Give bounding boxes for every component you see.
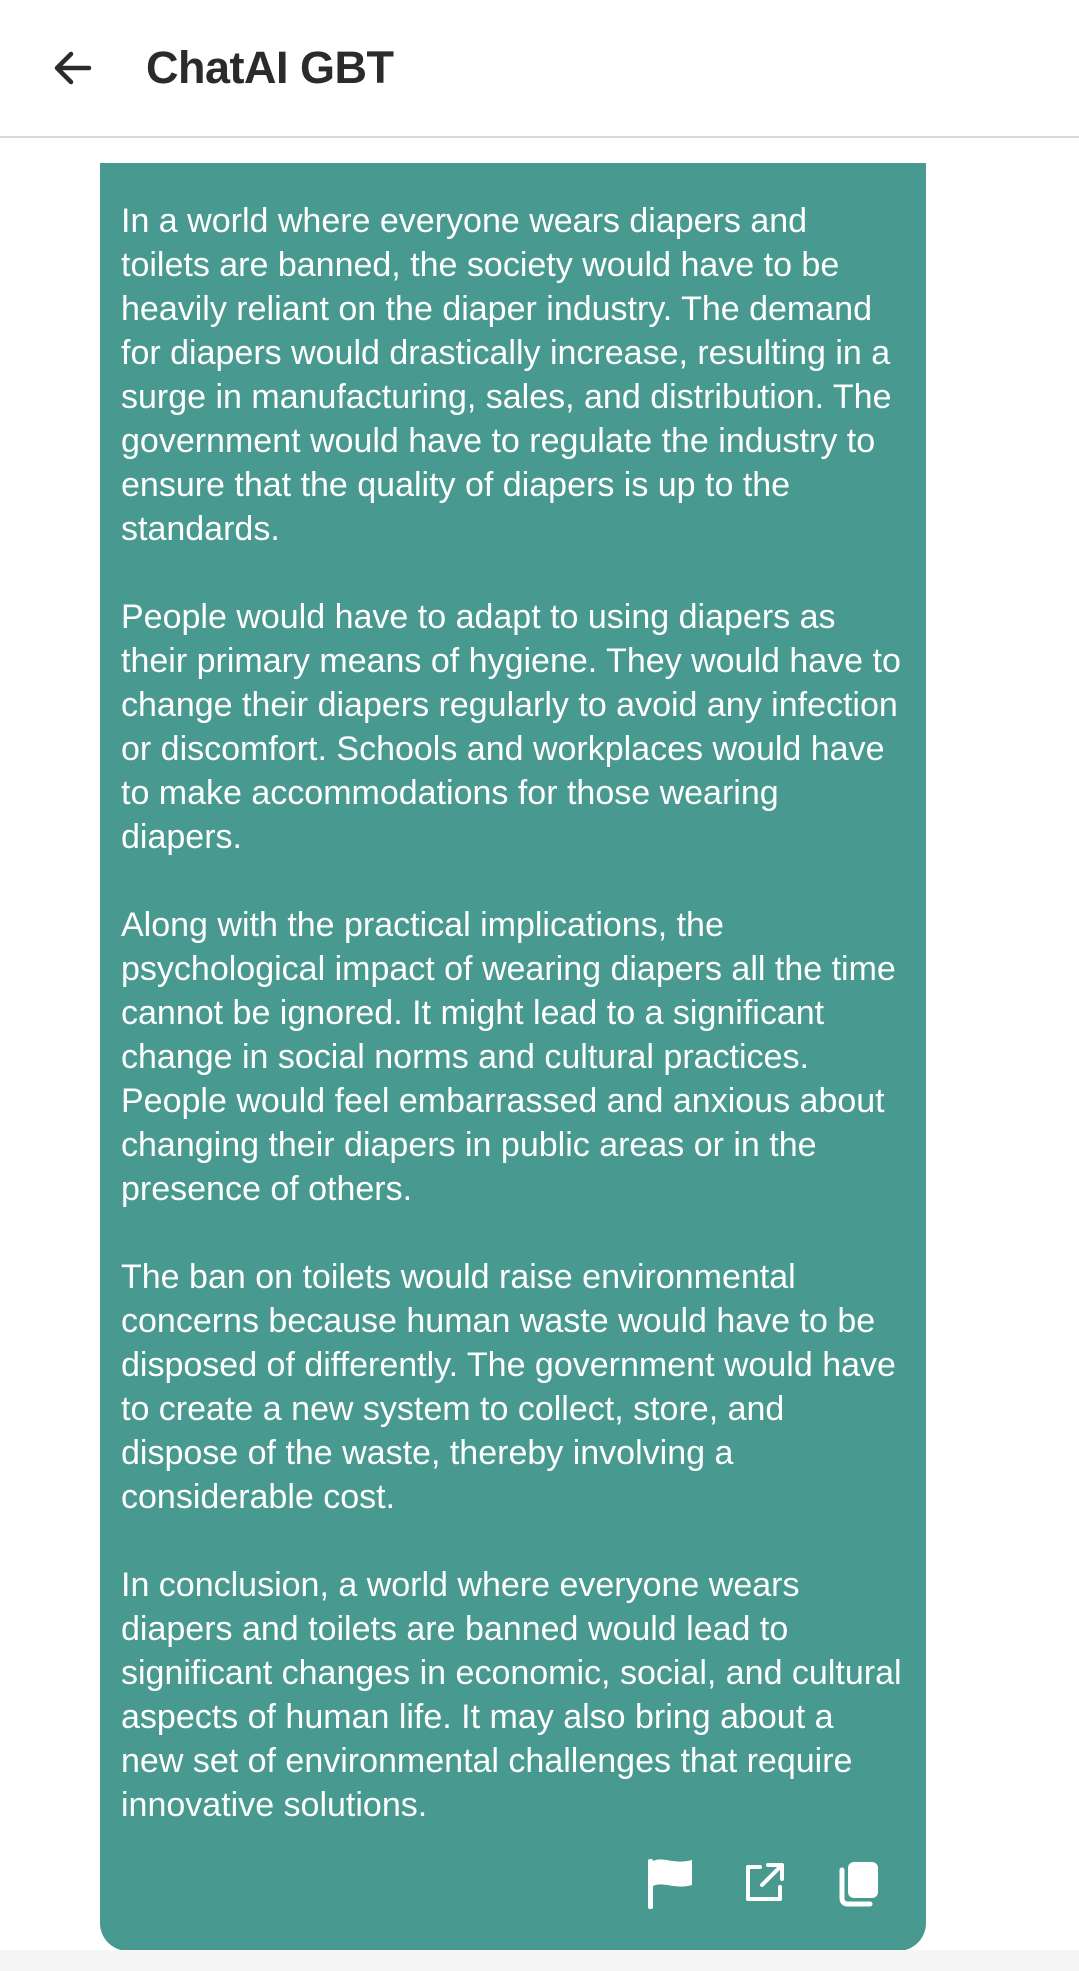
arrow-left-icon xyxy=(49,44,97,92)
copy-icon xyxy=(834,1858,882,1908)
report-button[interactable] xyxy=(642,1855,698,1911)
message-actions xyxy=(642,1855,886,1911)
share-external-icon xyxy=(740,1859,788,1907)
share-button[interactable] xyxy=(736,1855,792,1911)
copy-button[interactable] xyxy=(830,1855,886,1911)
message-paragraph: People would have to adapt to using diapers as their primary means of hygiene. They would have to change their diapers regularly to avoid any infection or discomfort. Schools and workplaces would have to make accommodations for those wearing diapers. xyxy=(121,598,901,856)
flag-icon xyxy=(644,1855,696,1911)
message-paragraph: In a world where everyone wears diapers and toilets are banned, the society would have to be heavily reliant on the diaper industry. The demand for diapers would drastically increase, resulting in a surge in manufacturing, sales, and distribution. The government would have to regulate the industry to ensure that the quality of diapers is up to the standards. xyxy=(121,202,892,548)
page-title: ChatAI GBT xyxy=(146,42,394,93)
bottom-edge xyxy=(0,1950,1079,1971)
back-button[interactable] xyxy=(38,36,108,100)
message-paragraph: The ban on toilets would raise environmental concerns because human waste would have to be disposed of differently. The government would have to create a new system to collect, store, and dispose of the waste, thereby involving a considerable cost. xyxy=(121,1258,896,1516)
message-paragraph: Along with the practical implications, the psychological impact of wearing diapers all the time cannot be ignored. It might lead to a significant change in social norms and cultural practices. People would feel embarrassed and anxious about changing their diapers in public areas or in the presence of others. xyxy=(121,906,896,1208)
app-header xyxy=(0,0,1079,138)
assistant-message-bubble xyxy=(100,163,926,1951)
message-paragraph: In conclusion, a world where everyone wears diapers and toilets are banned would lead to significant changes in economic, social, and cultural aspects of human life. It may also bring about a new set of environmental challenges that require innovative solutions. xyxy=(121,1566,902,1824)
